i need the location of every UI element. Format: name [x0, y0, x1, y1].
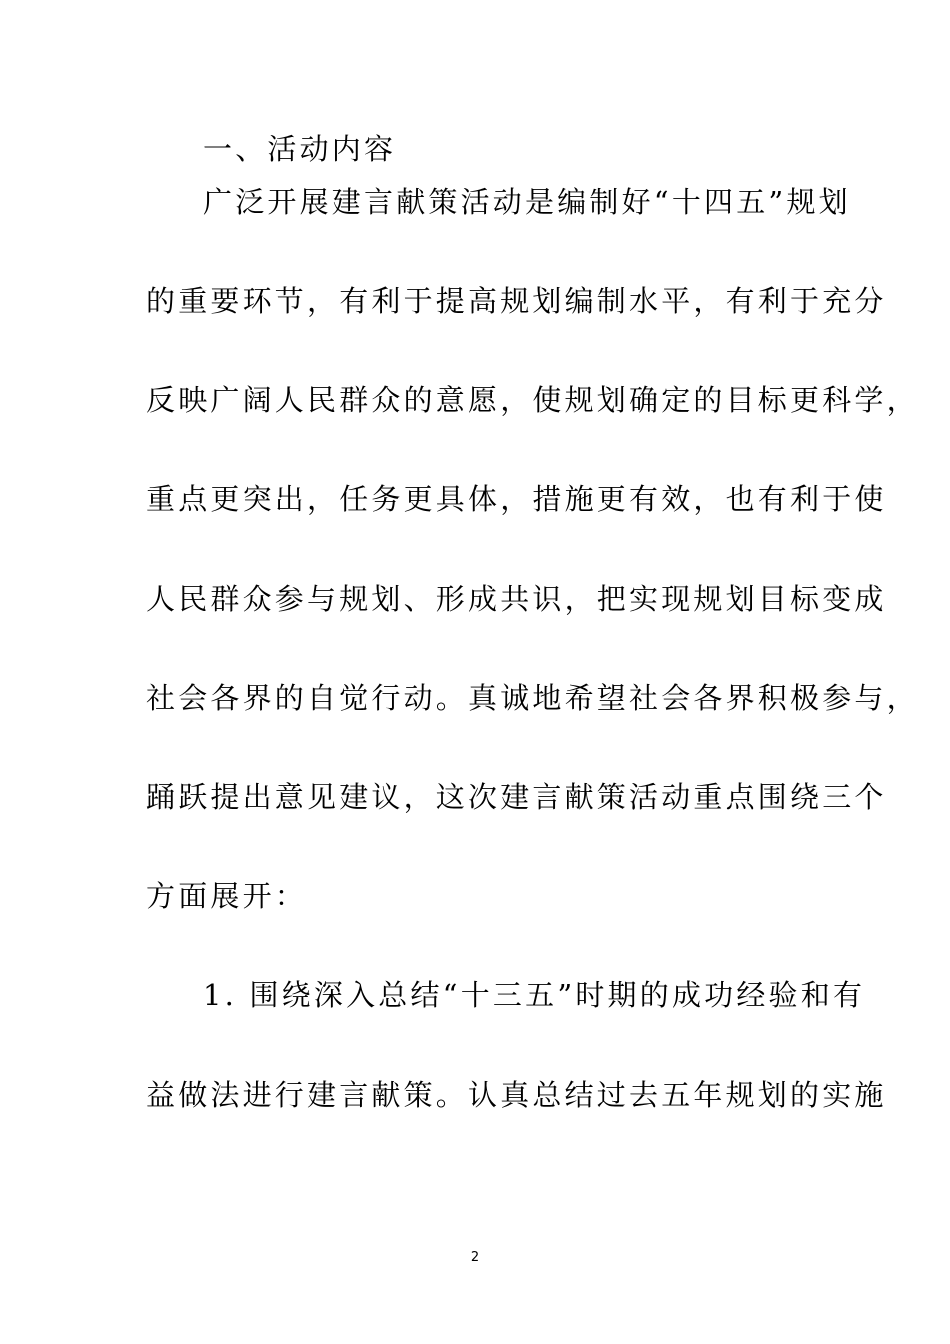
- paragraph-line: 重点更突出，任务更具体，措施更有效，也有利于使: [146, 482, 887, 516]
- page-number: 2: [470, 1250, 480, 1265]
- section-heading: 一、活动内容: [203, 132, 397, 166]
- paragraph-line: 社会各界的自觉行动。真诚地希望社会各界积极参与，: [146, 681, 919, 715]
- paragraph-line: 益做法进行建言献策。认真总结过去五年规划的实施: [146, 1078, 887, 1112]
- list-item-line: 1. 围绕深入总结“十三五”时期的成功经验和有: [203, 978, 866, 1012]
- paragraph-line: 广泛开展建言献策活动是编制好“十四五”规划: [203, 185, 851, 219]
- paragraph-line: 的重要环节，有利于提高规划编制水平，有利于充分: [146, 284, 887, 318]
- paragraph-line: 反映广阔人民群众的意愿，使规划确定的目标更科学，: [146, 383, 919, 417]
- paragraph-line: 方面展开：: [146, 879, 308, 913]
- paragraph-line: 踊跃提出意见建议，这次建言献策活动重点围绕三个: [146, 780, 887, 814]
- paragraph-line: 人民群众参与规划、形成共识，把实现规划目标变成: [146, 582, 887, 616]
